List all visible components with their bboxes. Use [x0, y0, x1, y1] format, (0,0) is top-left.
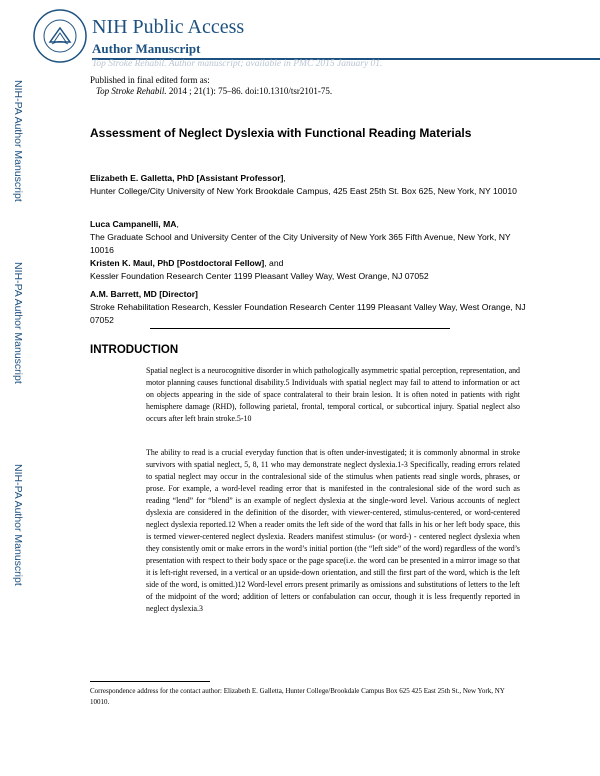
- section-heading: INTRODUCTION: [90, 344, 179, 356]
- author-affiliation: Hunter College/City University of New York Brookdale Campus, 425 East 25th St. Box 625, New York, NY 10010: [90, 186, 517, 196]
- author-name: Luca Campanelli, MA: [90, 219, 177, 229]
- side-label-1: NIH-PA Author Manuscript: [12, 80, 24, 202]
- author-affiliation: Kessler Foundation Research Center 1199 Pleasant Valley Way, West Orange, NJ 07052: [90, 271, 429, 281]
- author-name: A.M. Barrett, MD [Director]: [90, 289, 198, 299]
- body-paragraph-1: Spatial neglect is a neurocognitive disorder in which pathologically asymmetric spatial perception, representation, and motor planning causes functional disability.5 Individuals with spatial neglect may fail to attend to information or act on objects appearing in the side of space contralateral to their brain lesion. It is often noted in patients with right hemisphere damage (RHD), following parietal, frontal, temporal cortical, or subcortical injury. Spatial neglect also occurs after left brain stroke.5-10: [146, 366, 520, 423]
- journal-name: Top Stroke Rehabil.: [96, 86, 167, 96]
- author-block-3: Kristen K. Maul, PhD [Postdoctoral Fellow], and Kessler Foundation Research Center 1199 Pleasant Valley Way, West Orange, NJ 07052: [90, 258, 429, 281]
- correspondence-footnote: Correspondence address for the contact author: Elizabeth E. Galletta, Hunter College/Brookdale Campus Box 625 425 East 25th St., New York, NY 10010.: [90, 687, 505, 706]
- published-in-label: Published in final edited form as:: [90, 75, 210, 85]
- side-margin: [4, 80, 28, 660]
- citation-details: 2014 ; 21(1): 75–86. doi:10.1310/tsr2101-75.: [168, 86, 333, 96]
- author-block-2: Luca Campanelli, MA, The Graduate School and University Center of the City University of New York 365 Fifth Avenue, New York, NY 10016: [90, 219, 511, 255]
- citation-line: [96, 86, 332, 96]
- nih-seal-logo: [32, 8, 88, 64]
- nih-public-access-title: NIH Public Access: [92, 16, 245, 38]
- author-block-1: Elizabeth E. Galletta, PhD [Assistant Professor], Hunter College/City University of New York Brookdale Campus, 425 East 25th St. Box 625, New York, NY 10010: [90, 173, 517, 196]
- availability-note: Top Stroke Rehabil. Author manuscript; available in PMC 2015 January 01.: [92, 59, 383, 69]
- section-divider: [150, 328, 450, 329]
- footnote-rule: [90, 681, 210, 682]
- article-title: Assessment of Neglect Dyslexia with Functional Reading Materials: [90, 126, 472, 140]
- author-affiliation: The Graduate School and University Center of the City University of New York 365 Fifth Avenue, New York, NY 10016: [90, 232, 511, 255]
- side-label-2: NIH-PA Author Manuscript: [12, 262, 24, 384]
- author-manuscript-label: Author Manuscript: [92, 41, 201, 56]
- author-name: Elizabeth E. Galletta, PhD [Assistant Professor]: [90, 173, 284, 183]
- author-name: Kristen K. Maul, PhD [Postdoctoral Fellow]: [90, 258, 265, 268]
- side-label-3: NIH-PA Author Manuscript: [12, 464, 24, 586]
- author-affiliation: Stroke Rehabilitation Research, Kessler Foundation Research Center 1199 Pleasant Valley Way, West Orange, NJ 07052: [90, 302, 526, 325]
- author-block-4: [90, 288, 530, 327]
- body-paragraph-2: The ability to read is a crucial everyday function that is often under-investigated; it is commonly abnormal in stroke survivors with spatial neglect, 5, 8, 11 who may demonstrate neglect dyslexia.1-3 Specifically, reading errors related to spatial neglect may occur in the contralesional side of the stimulus when patients read single words, phrases, or prose. For example, a word-level reading error that is manifested in the contralesional side of the word such as reading “lend” for “blend” is an example of neglect dyslexia at the single-word level. Various accounts of neglect dyslexia are considered in the definition of the disorder, with viewer-centered, stimulus-centered, or word-centered neglect dyslexia reported.12 When a reader omits the left side of the word that falls in his or her left body space, this is termed viewer-centered neglect dyslexia. Readers manifest stimulus- (or word-) - centered neglect dyslexia when they consistently omit or make errors in the word’s initial portion (the “left side” of the word) regardless of the word’s presentation with respect to their body space or the page space(i.e. the word can be presented in a mirror image so that it is left-right reversed, in a vertical or an upside-down orientation, and still the first part of the word, which is the left side of the word, is omitted.)12 Word-level errors present primarily as omissions and substitutions of letters to the left of the midpoint of the word; addition of letters or confabulation can occur, though it is less frequently reported in neglect dyslexia.3: [146, 448, 520, 613]
